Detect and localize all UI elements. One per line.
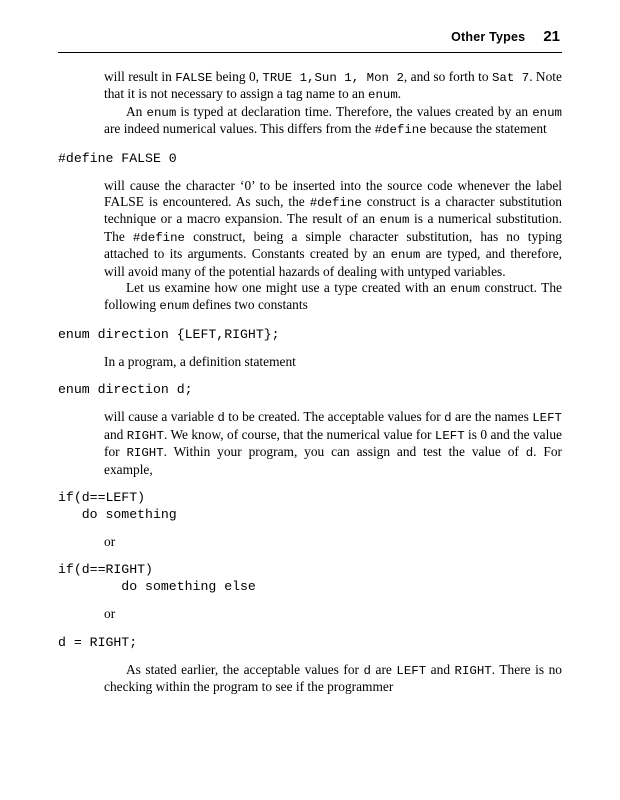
code-span: enum bbox=[368, 88, 398, 103]
running-head-title: Other Types bbox=[451, 30, 526, 44]
code-span: #define bbox=[309, 196, 362, 211]
code-span: LEFT bbox=[434, 428, 465, 443]
code-span: Mon 2 bbox=[359, 71, 404, 85]
text-run: . There is no checking within the program to see if the programmer bbox=[104, 661, 562, 695]
paragraph-2 bbox=[104, 104, 562, 139]
code-line: if(d==LEFT) bbox=[58, 489, 146, 505]
text-run: . Note that it is not necessary to assign a tag name to an bbox=[104, 69, 562, 102]
text-run: will cause the character ‘0’ to be inserted into the source code whenever the label FALSE is encountered. As such, the bbox=[104, 177, 562, 210]
code-span: RIGHT bbox=[126, 428, 164, 443]
paragraph-7 bbox=[104, 662, 562, 696]
code-block-enum-direction bbox=[58, 326, 562, 343]
code-line: #define FALSE 0 bbox=[58, 150, 177, 166]
code-span: enum bbox=[450, 282, 481, 297]
code-span: LEFT bbox=[532, 411, 562, 426]
code-span: TRUE 1, bbox=[262, 71, 315, 85]
code-span: enum bbox=[390, 248, 421, 263]
text-run: being 0, bbox=[212, 69, 263, 84]
code-span: enum bbox=[146, 105, 177, 120]
text-run: and bbox=[426, 661, 455, 677]
text-run: defines two constants bbox=[189, 297, 308, 313]
text-run: are typed, and therefore, will avoid many of the potential hazards of dealing with untyped variables. bbox=[104, 246, 563, 279]
code-span: d bbox=[444, 411, 452, 426]
code-line: if(d==RIGHT) bbox=[58, 562, 153, 578]
code-span: LEFT bbox=[396, 663, 427, 678]
paragraph-1 bbox=[104, 69, 562, 104]
code-block-assign-right bbox=[58, 634, 562, 651]
text-run: An bbox=[126, 103, 147, 119]
paragraph-6 bbox=[104, 409, 562, 478]
page-number: 21 bbox=[543, 28, 560, 45]
connector-or-2: or bbox=[104, 606, 116, 622]
text-run: Let us examine how one might use a type created with an bbox=[126, 280, 451, 296]
code-block-if-left bbox=[58, 489, 562, 523]
text-run: construct. The following bbox=[104, 280, 562, 313]
code-block-define bbox=[58, 150, 562, 167]
code-line: do something bbox=[58, 506, 177, 522]
text-run: construct is a character substitution technique or a macro expansion. The result of an bbox=[104, 194, 562, 227]
text-run: because the statement bbox=[426, 121, 547, 137]
text-run: and bbox=[104, 426, 127, 442]
code-line: enum direction d; bbox=[58, 382, 193, 398]
paragraph-5: In a program, a definition statement bbox=[104, 353, 296, 369]
text-run: is typed at declaration time. Therefore, the values created by an bbox=[176, 103, 533, 119]
text-run: will result in bbox=[104, 69, 176, 84]
connector-or-1: or bbox=[104, 533, 116, 549]
code-span: #define bbox=[132, 230, 185, 245]
code-span: enum bbox=[532, 105, 562, 120]
text-run: is 0 and the value for bbox=[104, 426, 562, 460]
code-span: enum bbox=[159, 299, 190, 314]
text-run: are the names bbox=[451, 409, 533, 425]
text-run: As stated earlier, the acceptable values for bbox=[126, 661, 364, 677]
paragraph-4 bbox=[104, 280, 562, 315]
header-divider bbox=[58, 52, 562, 53]
page-header bbox=[58, 28, 562, 45]
code-span: RIGHT bbox=[454, 663, 492, 678]
code-span: d bbox=[525, 446, 534, 461]
text-run: . bbox=[397, 86, 402, 102]
text-run: . Within your program, you can assign and test the value of bbox=[163, 444, 526, 460]
code-span: #define bbox=[374, 123, 427, 138]
code-line: enum direction {LEFT,RIGHT}; bbox=[58, 326, 280, 342]
code-span: Sat 7 bbox=[491, 71, 530, 85]
text-run: will cause a variable bbox=[104, 409, 218, 425]
code-line: d = RIGHT; bbox=[58, 634, 138, 650]
code-span: FALSE bbox=[175, 71, 213, 85]
code-span: d bbox=[363, 663, 371, 678]
body-column bbox=[58, 69, 562, 696]
code-span: Sun 1, bbox=[314, 71, 360, 85]
code-block-if-right bbox=[58, 561, 562, 595]
code-block-enum-variable bbox=[58, 381, 562, 398]
text-run: to be created. The acceptable values for bbox=[224, 409, 445, 425]
text-run: construct, being a simple character substitution, has no typing attached to its arguments. Constants created by an bbox=[104, 228, 562, 262]
code-span: RIGHT bbox=[126, 446, 164, 461]
text-run: , and so forth to bbox=[403, 69, 492, 84]
code-line: do something else bbox=[58, 579, 256, 595]
code-span: d bbox=[217, 411, 225, 426]
text-run: is a numerical substitution. The bbox=[104, 211, 562, 244]
text-run: . For example, bbox=[104, 444, 562, 477]
text-run: are indeed numerical values. This differs from the bbox=[104, 121, 375, 137]
text-run: are bbox=[370, 661, 397, 677]
code-span: enum bbox=[379, 213, 410, 228]
paragraph-3 bbox=[104, 178, 562, 280]
text-run: . We know, of course, that the numerical value for bbox=[163, 426, 435, 442]
